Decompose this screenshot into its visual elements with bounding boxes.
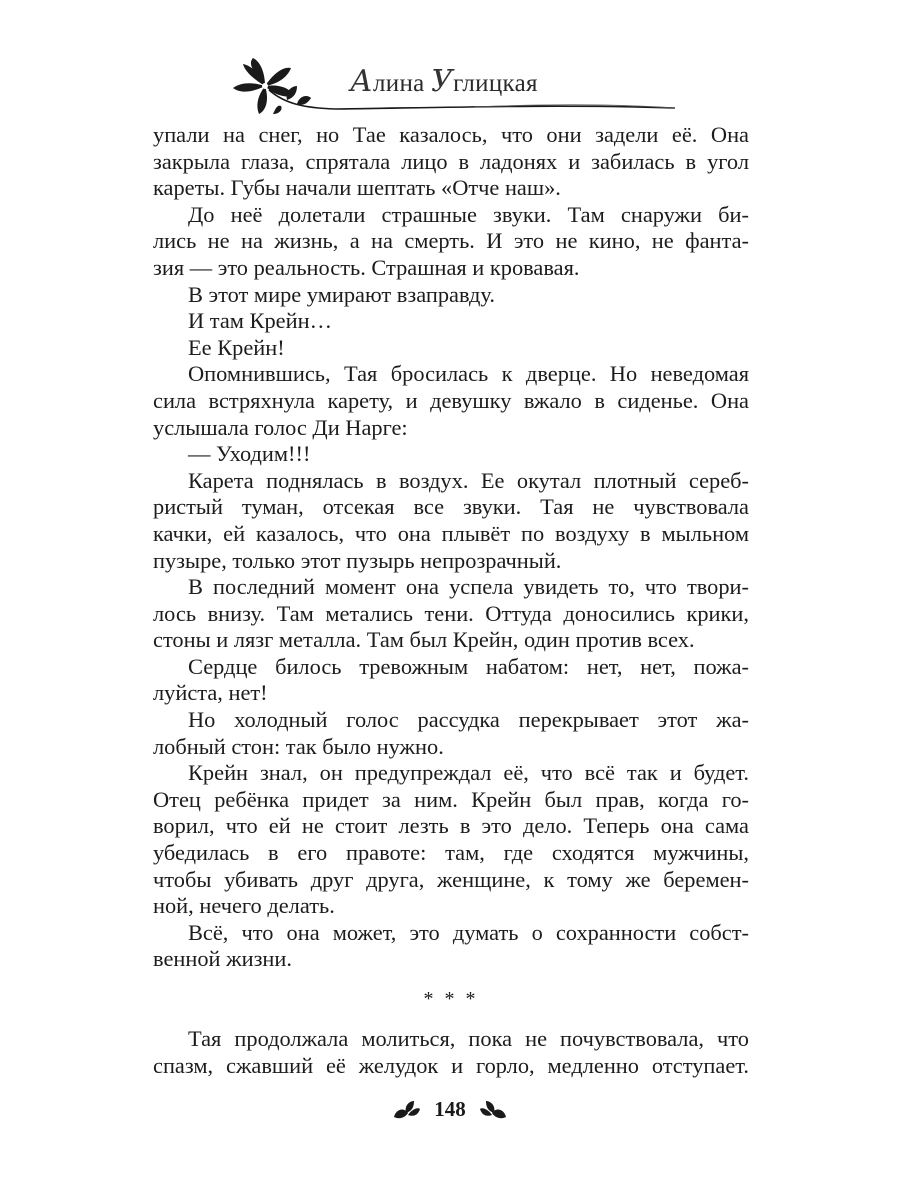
text-line: упали на снег, но Тае казалось, что они задели её. Она bbox=[153, 122, 749, 147]
text-line: — Уходим!!! bbox=[188, 441, 311, 467]
author-name bbox=[350, 64, 538, 99]
text-line: луйста, нет! bbox=[153, 680, 268, 706]
body-text-after-separator bbox=[153, 1026, 749, 1079]
text-line: Опомнившись, Тая бросилась к дверце. Но неведомая bbox=[188, 361, 749, 387]
text-line: Крейн знал, он предупреждал её, что всё так и будет. bbox=[188, 760, 749, 786]
text-line: убедилась в его правоте: там, где сходятся мужчины, bbox=[153, 840, 749, 866]
page-number: 148 bbox=[434, 1097, 466, 1121]
text-line: лось внизу. Там метались тени. Оттуда доносились крики, bbox=[153, 600, 749, 626]
text-line: чтобы убивать друг друга, женщине, к тому же беремен- bbox=[153, 866, 749, 892]
text-line: Тая продолжала молиться, пока не почувствовала, что bbox=[188, 1026, 749, 1051]
running-header bbox=[225, 52, 675, 122]
page-body bbox=[153, 122, 749, 1079]
page-footer bbox=[0, 1097, 900, 1133]
text-line: качки, ей казалось, что она плывёт по воздуху в мыльном bbox=[153, 520, 749, 546]
text-line: стоны и лязг металла. Там был Крейн, один против всех. bbox=[153, 627, 695, 653]
text-line: И там Крейн… bbox=[188, 308, 332, 334]
text-line: Сердце билось тревожным набатом: нет, нет, пожа- bbox=[188, 653, 749, 679]
text-line: Всё, что она может, это думать о сохранности собст- bbox=[188, 919, 749, 945]
text-line: Ее Крейн! bbox=[188, 334, 285, 360]
leaf-ornament-right-icon bbox=[478, 1099, 508, 1121]
author-name-part-1: лина bbox=[373, 70, 432, 97]
text-line: услышала голос Ди Нарге: bbox=[153, 414, 408, 440]
text-line: зия — это реальность. Страшная и кровавая. bbox=[153, 254, 580, 280]
text-line: лись не на жизнь, а на смерть. И это не кино, не фанта- bbox=[153, 228, 749, 254]
text-line: сила встряхнула карету, и девушку вжало в сиденье. Она bbox=[153, 387, 749, 413]
text-line: спазм, сжавший её желудок и горло, медленно отступает. bbox=[153, 1052, 749, 1078]
author-initial-1: А bbox=[350, 64, 374, 99]
text-line: В последний момент она успела увидеть то, что твори- bbox=[188, 574, 749, 600]
text-line: Отец ребёнка придет за ним. Крейн был прав, когда го- bbox=[153, 786, 749, 812]
text-line: До неё долетали страшные звуки. Там снаружи би- bbox=[188, 201, 749, 227]
text-line: кареты. Губы начали шептать «Отче наш». bbox=[153, 175, 561, 201]
text-line: Карета поднялась в воздух. Ее окутал плотный сереб- bbox=[188, 467, 749, 493]
text-line: лобный стон: так было нужно. bbox=[153, 733, 444, 759]
scene-separator: * * * bbox=[423, 988, 479, 1010]
text-line: ристый туман, отсекая все звуки. Тая не чувствовала bbox=[153, 494, 749, 520]
text-line: Но холодный голос рассудка перекрывает этот жа- bbox=[188, 707, 749, 733]
body-text-main bbox=[153, 122, 749, 973]
text-line: венной жизни. bbox=[153, 946, 292, 972]
text-line: ворил, что ей не стоит лезть в это дело. Теперь она сама bbox=[153, 813, 749, 839]
text-line: ной, нечего делать. bbox=[153, 893, 335, 919]
leaf-ornament-left-icon bbox=[392, 1099, 422, 1121]
text-line: пузыре, только этот пузырь непрозрачный. bbox=[153, 547, 562, 573]
text-line: закрыла глаза, спрятала лицо в ладонях и забилась в угол bbox=[153, 148, 749, 174]
author-initial-2: У bbox=[431, 64, 454, 99]
text-line: В этот мире умирают взаправду. bbox=[188, 281, 495, 307]
author-name-part-2: глицкая bbox=[453, 70, 538, 97]
